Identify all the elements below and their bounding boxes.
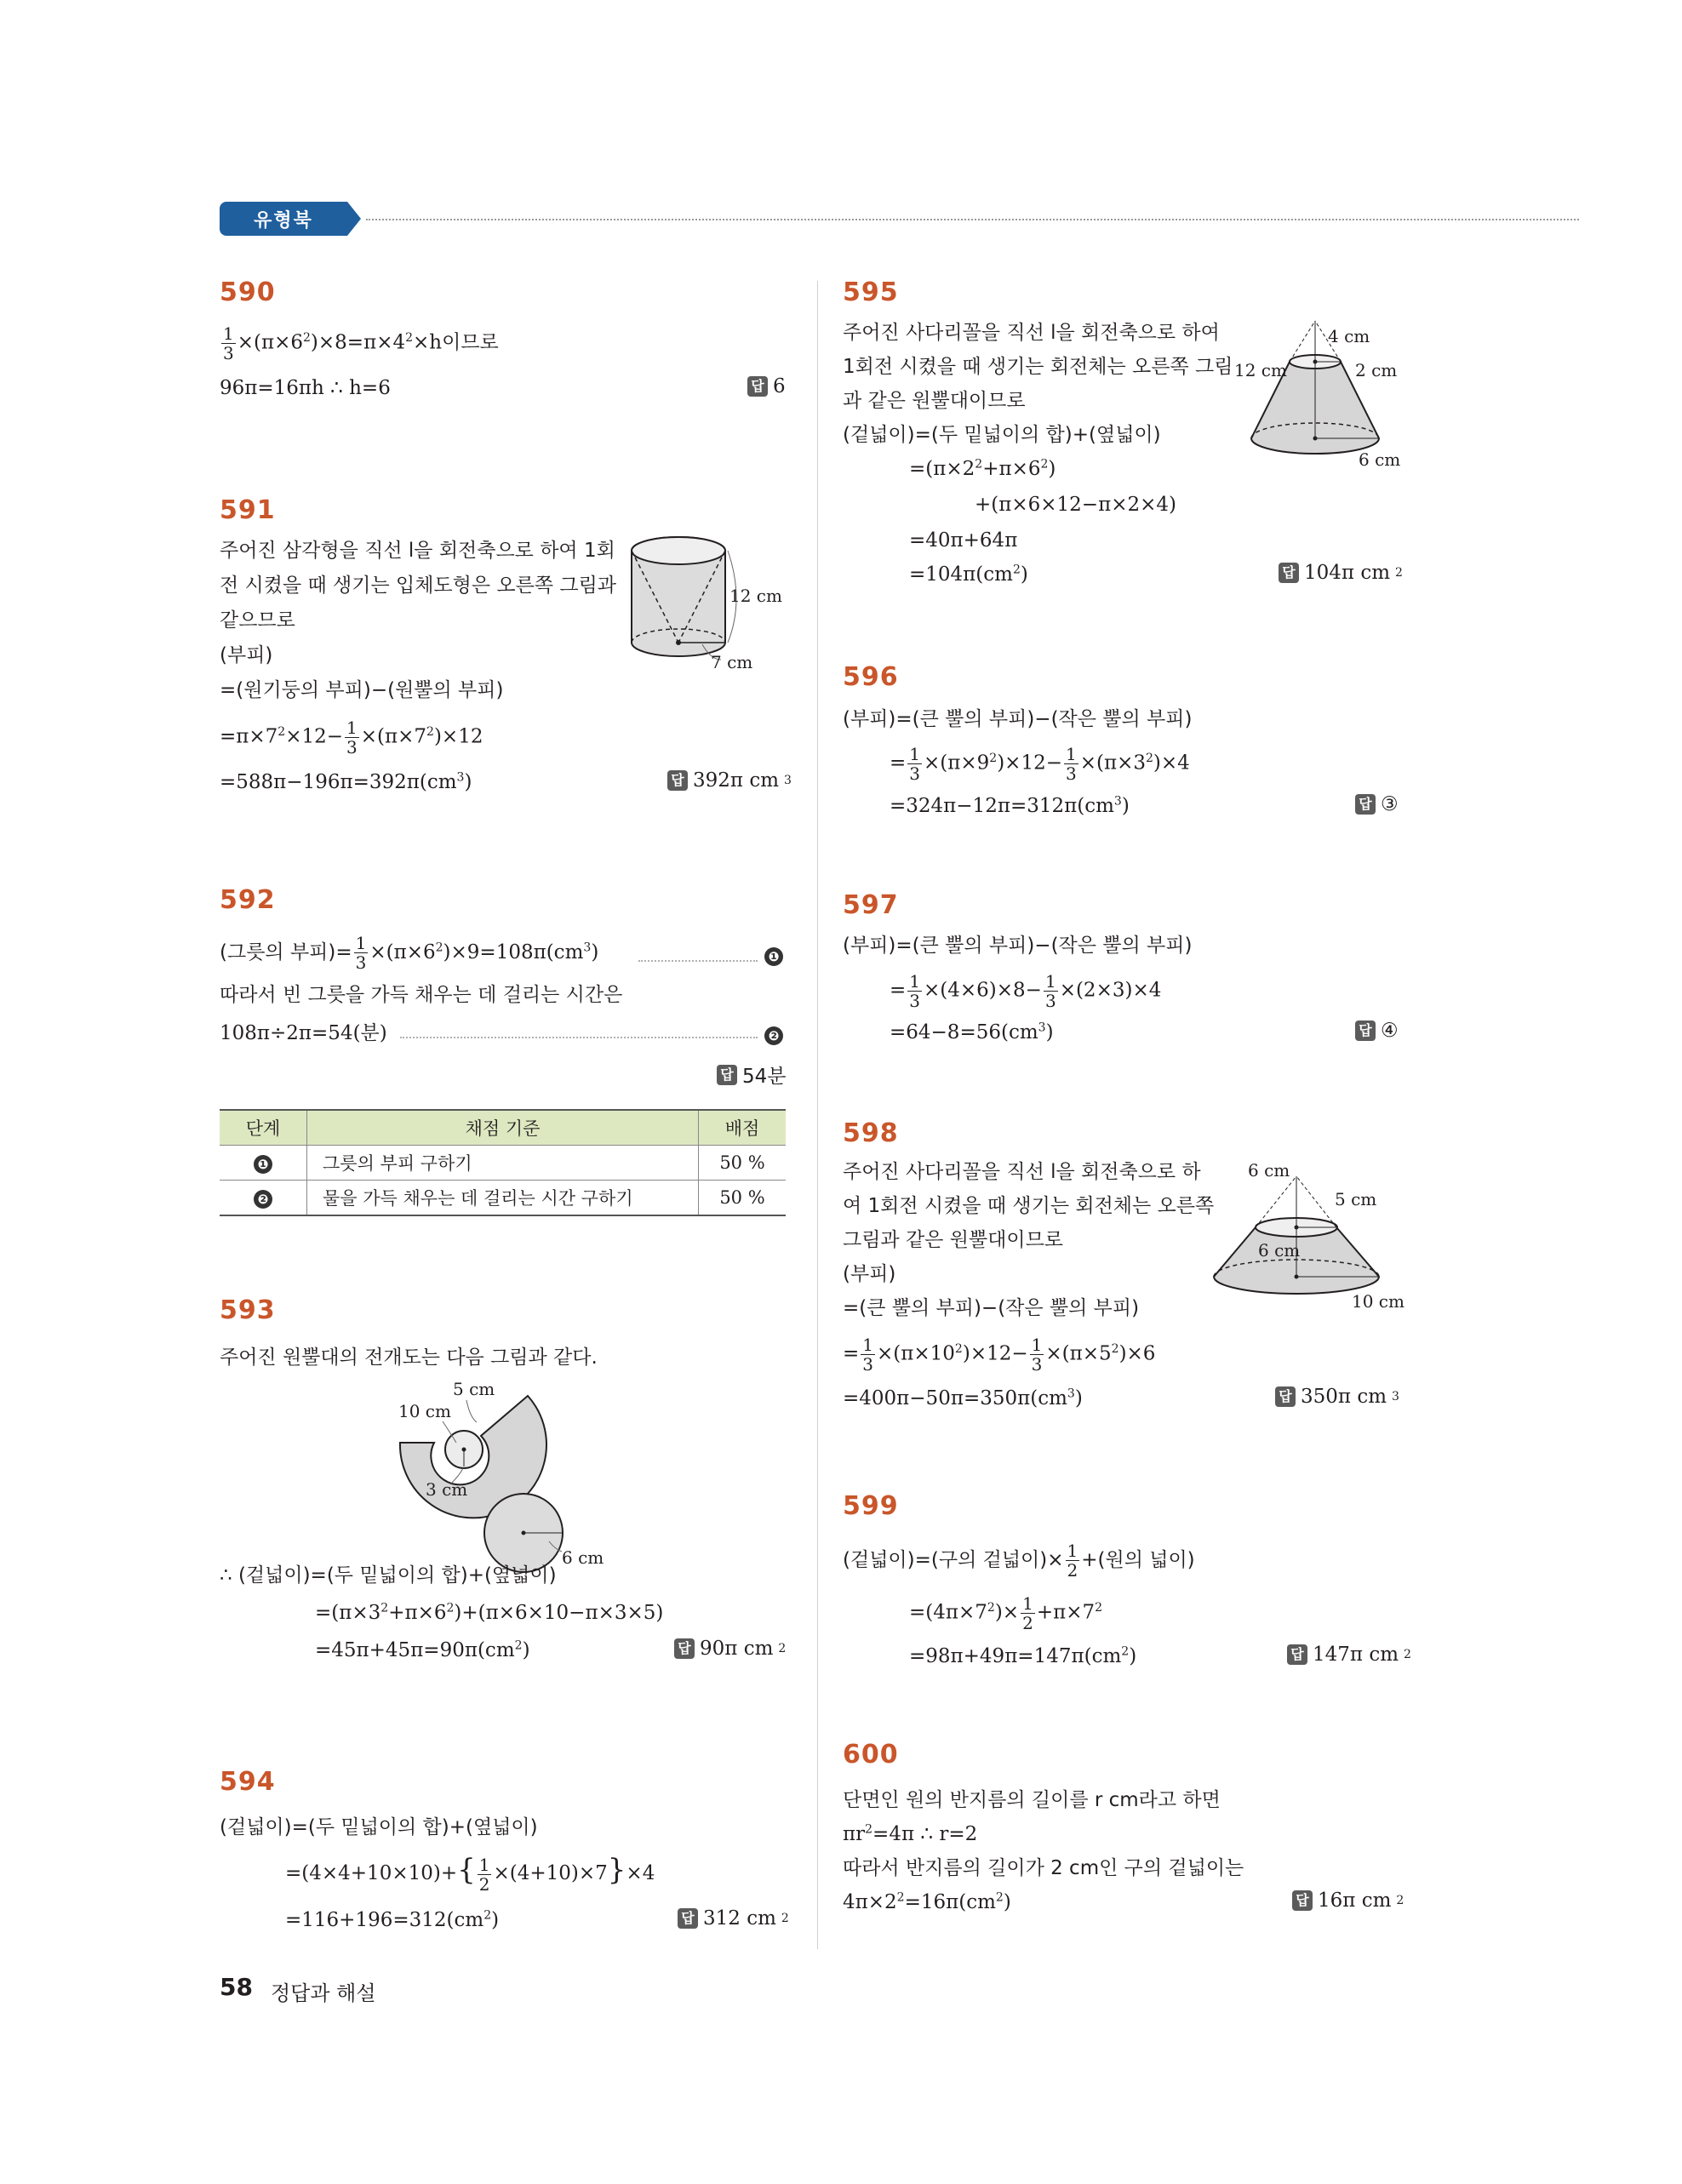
answer: 답 104π cm 2 [1279,562,1403,584]
solution-line: 주어진 원뿔대의 전개도는 다음 그림과 같다. [220,1346,598,1369]
answer-mark: 답 [717,1065,737,1085]
frustum-figure-598 [1209,1158,1422,1319]
answer: 답 392π cm 3 [667,769,792,792]
solution-line: 주어진 사다리꼴을 직선 l을 회전축으로 하 [843,1161,1201,1183]
answer-mark: 답 [678,1908,698,1929]
solution-line: $=98\pi+49\pi=147\pi(cm^2)$ [909,1644,1137,1667]
radius-label: 7 cm [711,652,753,672]
svg-text:5 cm: 5 cm [1335,1189,1377,1209]
problem-number-594: 594 [220,1767,276,1797]
solution-line: $=104\pi(cm^2)$ [909,563,1028,586]
answer: 답 350π cm 3 [1275,1386,1399,1408]
solution-line: 단면인 원의 반지름의 길이를 r cm라고 하면 [843,1789,1221,1811]
scoring-table: 단계 채점 기준 배점 ❶ 그릇의 부피 구하기 50 % ❷ 물을 가득 채우는 데 걸리는 시간 구하기 50 % [220,1109,786,1216]
answer-mark: 답 [1292,1890,1313,1911]
svg-text:6 cm: 6 cm [562,1547,604,1568]
answer-mark: 답 [1279,563,1299,583]
answer: 답 54분 [717,1061,787,1089]
solution-line: = $\frac{1}{3}$ $\times(\pi\times 9^2)\times 12-$ $\frac{1}{3}$ $\times(\pi\times 3^2)\times 4$ [890,744,1190,784]
answer-mark: 답 [1275,1386,1296,1407]
svg-text:6 cm: 6 cm [1258,1240,1301,1261]
svg-text:2 cm: 2 cm [1355,360,1398,380]
step-marker-2: ❷ [764,1026,783,1045]
answer: 답 ④ [1355,1020,1399,1042]
answer-mark: 답 [674,1638,695,1659]
problem-number-593: 593 [220,1295,276,1325]
solution-line: 주어진 사다리꼴을 직선 l을 회전축으로 하여 [843,322,1220,344]
problem-number-596: 596 [843,662,899,692]
column-divider [817,281,818,1949]
problem-number-592: 592 [220,885,276,915]
solution-line: 주어진 삼각형을 직선 l을 회전축으로 하여 1회 [220,540,615,562]
solution-line: (부피) [843,1263,896,1285]
solution-line: = $\frac{1}{3}$ ×(4×6)×8− $\frac{1}{3}$ ×(2×3)×4 [890,971,1162,1011]
table-row: ❷ 물을 가득 채우는 데 걸리는 시간 구하기 50 % [220,1181,786,1216]
solution-line: 그림과 같은 원뿔대이므로 [843,1229,1064,1251]
solution-line: (그릇의 부피)= $\frac{1}{3}$ $\times(\pi\times 6^2)\times 9=108\pi(cm^3)$ [220,933,599,973]
solution-line: (겉넓이)=(두 밑넓이의 합)+(옆넓이) [843,424,1161,446]
answer: 답 ③ [1355,793,1399,815]
svg-text:6 cm: 6 cm [1248,1160,1290,1181]
solution-line: (겉넓이)=(두 밑넓이의 합)+(옆넓이) [220,1816,538,1838]
step-marker-1: ❶ [764,947,783,966]
problem-number-597: 597 [843,890,899,920]
solution-line: $4\pi\times 2^2=16\pi(cm^2)$ [843,1890,1011,1913]
solution-line: = $\frac{1}{3}$ $\times(\pi\times 10^2)\times 12-$ $\frac{1}{3}$ $\times(\pi\times 5^2)\times 6$ [843,1335,1156,1375]
problem-number-600: 600 [843,1740,899,1769]
solution-line: $=400\pi-50\pi=350\pi(cm^3)$ [843,1386,1083,1409]
solution-line: =(4×4+10×10)+{ $\frac{1}{2}$ ×(4+10)×7}×4 [285,1853,655,1895]
solution-line: 전 시켰을 때 생기는 입체도형은 오른쪽 그림과 [220,575,617,597]
height-label: 12 cm [729,586,782,606]
solution-line: $=116+196=312(cm^2)$ [285,1908,500,1931]
answer-mark: 답 [1287,1644,1307,1665]
solution-line: (부피)=(큰 뿔의 부피)−(작은 뿔의 부피) [843,708,1193,730]
answer-mark: 답 [747,376,768,397]
solution-line: 같으므로 [220,609,295,632]
solution-line: $=64-8=56(cm^3)$ [890,1021,1054,1043]
problem-number-591: 591 [220,495,276,525]
page-number: 58 [220,1973,253,2001]
svg-text:12 cm: 12 cm [1234,360,1287,380]
table-row: ❶ 그릇의 부피 구하기 50 % [220,1146,786,1181]
solution-line: +(π×6×12−π×2×4) [975,494,1176,516]
svg-text:6 cm: 6 cm [1359,449,1401,470]
solution-line: 108π÷2π=54(분) [220,1022,387,1044]
problem-number-599: 599 [843,1491,899,1521]
answer: 답 90π cm 2 [674,1638,786,1660]
answer-mark: 답 [667,770,688,791]
fraction: $\frac{1}{3}$ [223,323,234,363]
solution-line: =(큰 뿔의 부피)−(작은 뿔의 부피) [843,1297,1140,1319]
solution-line: =(원기둥의 부피)−(원뿔의 부피) [220,679,504,701]
problem-number-590: 590 [220,277,276,307]
solution-line: $\pi r^2=4\pi$ ∴ r=2 [843,1822,978,1845]
answer: 답 16π cm 2 [1292,1890,1404,1912]
header-divider [366,219,1579,220]
svg-text:10 cm: 10 cm [398,1401,451,1421]
solution-line: $\frac{1}{3}$ $\times(\pi\times 6^2)\times 8=\pi\times 4^2\times h$이므로 [223,323,499,363]
answer: 답 6 [747,375,786,397]
solution-line: $=45\pi+45\pi=90\pi(cm^2)$ [315,1638,530,1661]
frustum-net-figure [392,1375,613,1587]
solution-line: $=324\pi-12\pi=312\pi(cm^3)$ [890,794,1130,817]
cylinder-figure [626,532,796,677]
solution-line: 여 1회전 시켰을 때 생기는 회전체는 오른쪽 [843,1195,1215,1217]
answer: 답 312 cm 2 [678,1907,789,1930]
problem-number-598: 598 [843,1118,899,1148]
problem-number-595: 595 [843,277,899,307]
answer-mark: 답 [1355,1021,1376,1041]
solution-line: 과 같은 원뿔대이므로 [843,390,1026,412]
solution-line: 1회전 시켰을 때 생기는 회전체는 오른쪽 그림 [843,356,1233,378]
svg-text:5 cm: 5 cm [453,1379,495,1399]
answer-mark: 답 [1355,794,1376,815]
solution-line: $=588\pi-196\pi=392\pi(cm^3)$ [220,770,472,793]
solution-line: $=(4\pi\times 7^2)\times$ $\frac{1}{2}$ $+\pi\times 7^2$ [909,1593,1103,1633]
svg-text:10 cm: 10 cm [1352,1291,1405,1312]
solution-line: (부피) [220,644,273,666]
solution-line: =40π+64π [909,529,1018,552]
frustum-figure-595 [1234,319,1422,477]
dotted-leader [400,1037,758,1038]
answer: 답 147π cm 2 [1287,1644,1411,1666]
dotted-leader [638,960,758,962]
section-badge: 유형북 [220,202,347,236]
svg-text:3 cm: 3 cm [426,1479,468,1500]
solution-line: $=(\pi\times 3^2+\pi\times 6^2)+(\pi\times 6\times 10-\pi\times 3\times 5)$ [315,1601,664,1624]
solution-line: 96π=16πh ∴ h=6 [220,377,391,399]
solution-line: 따라서 빈 그릇을 가득 채우는 데 걸리는 시간은 [220,984,623,1006]
footer-title: 정답과 해설 [271,1981,376,2005]
solution-line: ∴ (겉넓이)=(두 밑넓이의 합)+(옆넓이) [220,1564,557,1587]
solution-line: $=\pi\times 7^2\times 12-$ $\frac{1}{3}$ $\times(\pi\times 7^2)\times 12$ [220,718,483,758]
solution-line: (부피)=(큰 뿔의 부피)−(작은 뿔의 부피) [843,935,1193,957]
solution-line: (겉넓이)=(구의 겉넓이)× $\frac{1}{2}$ +(원의 넓이) [843,1541,1195,1581]
solution-line: $=(\pi\times 2^2+\pi\times 6^2)$ [909,457,1056,480]
svg-text:4 cm: 4 cm [1328,326,1370,346]
solution-line: 따라서 반지름의 길이가 2 cm인 구의 겉넓이는 [843,1857,1244,1879]
